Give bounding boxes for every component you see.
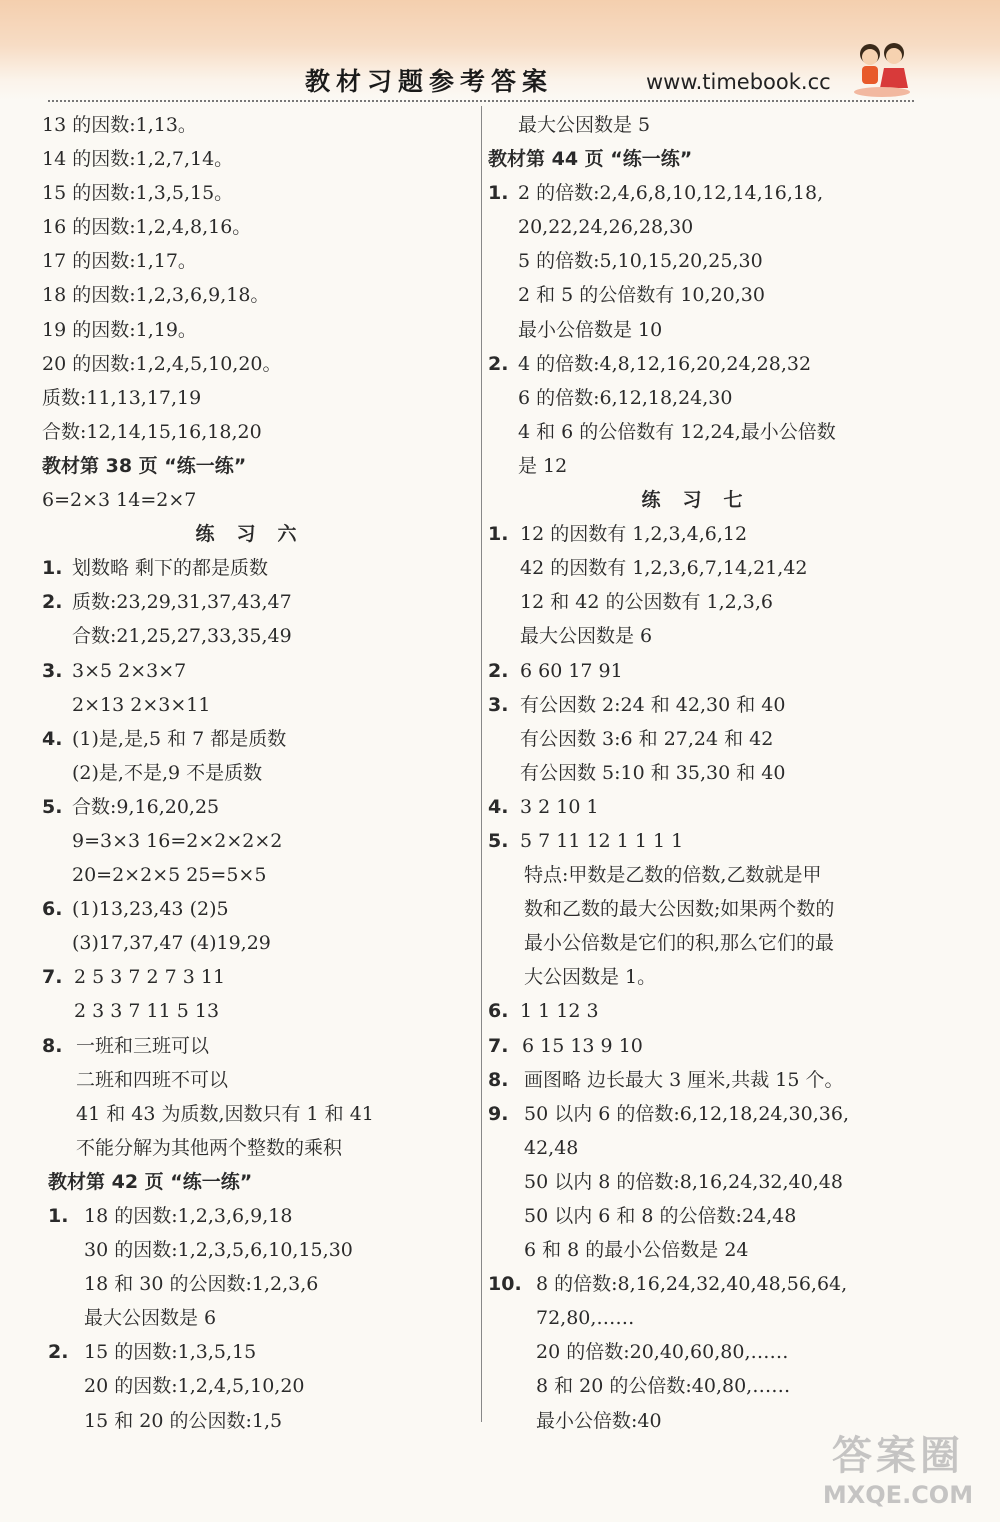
answer-text: 画图略 边长最大 3 厘米,共裁 15 个。: [524, 1068, 844, 1091]
children-mascot-icon: [850, 38, 916, 98]
answer-item: [42, 892, 472, 926]
answer-text: 50 以内 8 的倍数:8,16,24,32,40,48: [524, 1170, 843, 1193]
text-line: 15 的因数:1,3,5,15。: [42, 182, 234, 205]
answer-text: 9=3×3 16=2×2×2×2: [72, 829, 283, 852]
page-header: [0, 0, 1000, 100]
watermark-logo: [808, 1432, 988, 1514]
answer-item: [488, 654, 918, 688]
item-number: 7.: [488, 1034, 509, 1057]
answer-text: 6 和 8 的最小公倍数是 24: [524, 1239, 749, 1262]
answer-text: 6 60 17 91: [520, 659, 623, 682]
text-line: 合数:12,14,15,16,18,20: [42, 420, 262, 443]
answer-text: 最小公倍数是 10: [518, 318, 663, 341]
answer-text: 合数:21,25,27,33,35,49: [72, 625, 292, 648]
answer-text: 2 和 5 的公倍数有 10,20,30: [518, 284, 765, 307]
text-line: 14 的因数:1,2,7,14。: [42, 148, 234, 171]
answer-item: [488, 347, 918, 381]
answer-item: [42, 722, 472, 756]
text-line: 最大公因数是 5: [518, 114, 651, 136]
answer-text: 6 的倍数:6,12,18,24,30: [518, 386, 733, 409]
answer-item: [488, 1097, 918, 1131]
item-number: 10.: [488, 1273, 522, 1296]
item-number: 2.: [42, 591, 63, 614]
answer-item: [488, 1063, 918, 1097]
answer-text: 有公因数 2:24 和 42,30 和 40: [520, 693, 786, 716]
answer-text: 8 的倍数:8,16,24,32,40,48,56,64,: [536, 1273, 848, 1296]
item-number: 9.: [488, 1102, 509, 1125]
answer-text: 42,48: [524, 1136, 579, 1159]
text-line: 13 的因数:1,13。: [42, 114, 197, 136]
answer-text: 划数略 剩下的都是质数: [72, 557, 269, 580]
left-column: [42, 108, 472, 1438]
item-number: 4.: [42, 727, 63, 750]
answer-text: 4 和 6 的公倍数有 12,24,最小公倍数: [518, 420, 836, 443]
section-title: 教材第 38 页 “练一练”: [42, 454, 247, 477]
answer-text: 合数:9,16,20,25: [72, 795, 220, 818]
answer-text: 是 12: [518, 454, 568, 477]
answer-text: 15 的因数:1,3,5,15: [84, 1341, 257, 1364]
answer-text: 最大公因数是 6: [84, 1307, 217, 1330]
answer-text: (1)是,是,5 和 7 都是质数: [72, 727, 287, 750]
answer-text: 2 的倍数:2,4,6,8,10,12,14,16,18,: [518, 182, 824, 205]
answer-item: [42, 1199, 472, 1233]
answer-text: 6 15 13 9 10: [522, 1034, 643, 1057]
item-number: 1.: [488, 523, 509, 546]
watermark-text: 答案圈: [832, 1433, 964, 1479]
section-heading: 练习七: [641, 489, 765, 512]
answer-item: [42, 790, 472, 824]
item-number: 8.: [488, 1068, 509, 1091]
answer-text: (2)是,不是,9 不是质数: [72, 761, 263, 784]
answer-item: [488, 688, 918, 722]
answer-item: [42, 1335, 472, 1369]
answer-item: [488, 517, 918, 551]
answer-item: [42, 1029, 472, 1063]
item-number: 2.: [48, 1341, 69, 1364]
answer-text: 最小公倍数是它们的积,那么它们的最: [524, 932, 835, 955]
answer-text: 20,22,24,26,28,30: [518, 216, 694, 239]
answer-text: 72,80,……: [536, 1307, 635, 1330]
answer-item: [488, 824, 918, 858]
answer-text: 1 1 12 3: [520, 1000, 599, 1023]
answer-text: 5 7 11 12 1 1 1 1: [520, 829, 684, 852]
item-number: 6.: [42, 898, 63, 921]
answer-text: 4 的倍数:4,8,12,16,20,24,28,32: [518, 352, 812, 375]
answer-text: 8 和 20 的公倍数:40,80,……: [536, 1375, 791, 1398]
answer-item: [42, 960, 472, 994]
text-line: 17 的因数:1,17。: [42, 250, 197, 273]
item-number: 6.: [488, 1000, 509, 1023]
answer-text: 20=2×2×5 25=5×5: [72, 864, 267, 887]
answer-text: 15 和 20 的公因数:1,5: [84, 1409, 283, 1432]
answer-item: [488, 176, 918, 210]
item-number: 2.: [488, 352, 509, 375]
item-number: 7.: [42, 966, 63, 989]
item-number: 2.: [488, 659, 509, 682]
right-column: [488, 108, 918, 1438]
item-number: 3.: [488, 693, 509, 716]
answer-text: 5 的倍数:5,10,15,20,25,30: [518, 250, 763, 273]
answer-text: 不能分解为其他两个整数的乘积: [76, 1136, 343, 1159]
text-line: 质数:11,13,17,19: [42, 386, 202, 409]
answer-text: 30 的因数:1,2,3,5,6,10,15,30: [84, 1239, 353, 1262]
answer-text: 有公因数 5:10 和 35,30 和 40: [520, 761, 786, 784]
text-line: 19 的因数:1,19。: [42, 318, 197, 341]
answer-text: 质数:23,29,31,37,43,47: [72, 591, 292, 614]
column-divider: [481, 106, 482, 1422]
answer-text: 18 和 30 的公因数:1,2,3,6: [84, 1273, 319, 1296]
answer-text: 特点:甲数是乙数的倍数,乙数就是甲: [524, 864, 822, 887]
text-line: 6=2×3 14=2×7: [42, 489, 197, 512]
text-line: 16 的因数:1,2,4,8,16。: [42, 216, 252, 239]
answer-text: 12 和 42 的公因数有 1,2,3,6: [520, 591, 773, 614]
answer-text: 50 以内 6 的倍数:6,12,18,24,30,36,: [524, 1102, 849, 1125]
answer-text: 20 的倍数:20,40,60,80,……: [536, 1341, 789, 1364]
answer-text: 50 以内 6 和 8 的公倍数:24,48: [524, 1205, 797, 1227]
section-title: 教材第 44 页 “练一练”: [488, 148, 693, 171]
answer-text: 数和乙数的最大公因数;如果两个数的: [524, 898, 835, 921]
answer-item: [488, 1029, 918, 1063]
answer-item: [42, 551, 472, 585]
answer-text: 一班和三班可以: [76, 1034, 210, 1057]
answer-text: 最小公倍数:40: [536, 1409, 662, 1432]
answer-text: 41 和 43 为质数,因数只有 1 和 41: [76, 1102, 374, 1125]
item-number: 5.: [488, 829, 509, 852]
item-number: 1.: [42, 557, 63, 580]
item-number: 1.: [488, 182, 509, 205]
item-number: 4.: [488, 795, 509, 818]
answer-text: 3 2 10 1: [520, 795, 599, 818]
header-divider: [48, 100, 914, 102]
item-number: 3.: [42, 659, 63, 682]
answer-item: [488, 1267, 918, 1301]
answer-text: 2×13 2×3×11: [72, 693, 211, 716]
section-heading: 练习六: [195, 523, 319, 546]
answer-text: 12 的因数有 1,2,3,4,6,12: [520, 523, 748, 546]
answer-text: 18 的因数:1,2,3,6,9,18: [84, 1205, 293, 1227]
answer-text: 3×5 2×3×7: [72, 659, 187, 682]
item-number: 1.: [48, 1205, 69, 1227]
answer-text: 最大公因数是 6: [520, 625, 653, 648]
answer-item: [488, 994, 918, 1028]
answer-text: 2 3 3 7 11 5 13: [74, 1000, 220, 1023]
answer-text: (1)13,23,43 (2)5: [72, 898, 229, 921]
text-line: 18 的因数:1,2,3,6,9,18。: [42, 284, 270, 307]
answer-item: [42, 585, 472, 619]
answer-text: 20 的因数:1,2,4,5,10,20: [84, 1375, 305, 1398]
answer-text: (3)17,37,47 (4)19,29: [72, 932, 271, 955]
answer-text: 有公因数 3:6 和 27,24 和 42: [520, 727, 774, 750]
answer-text: 2 5 3 7 2 7 3 11: [74, 966, 226, 989]
section-title: 教材第 42 页 “练一练”: [48, 1170, 253, 1193]
text-line: 20 的因数:1,2,4,5,10,20。: [42, 352, 282, 375]
header-title: 教材习题参考答案: [305, 67, 554, 96]
answer-text: 42 的因数有 1,2,3,6,7,14,21,42: [520, 557, 808, 580]
item-number: 5.: [42, 795, 63, 818]
item-number: 8.: [42, 1034, 63, 1057]
answer-item: [488, 790, 918, 824]
watermark-url: MXQE.COM: [822, 1481, 974, 1509]
header-url: www.timebook.cc: [646, 70, 831, 94]
answer-text: 大公因数是 1。: [524, 966, 657, 989]
answer-text: 二班和四班不可以: [76, 1068, 229, 1091]
answer-item: [42, 654, 472, 688]
